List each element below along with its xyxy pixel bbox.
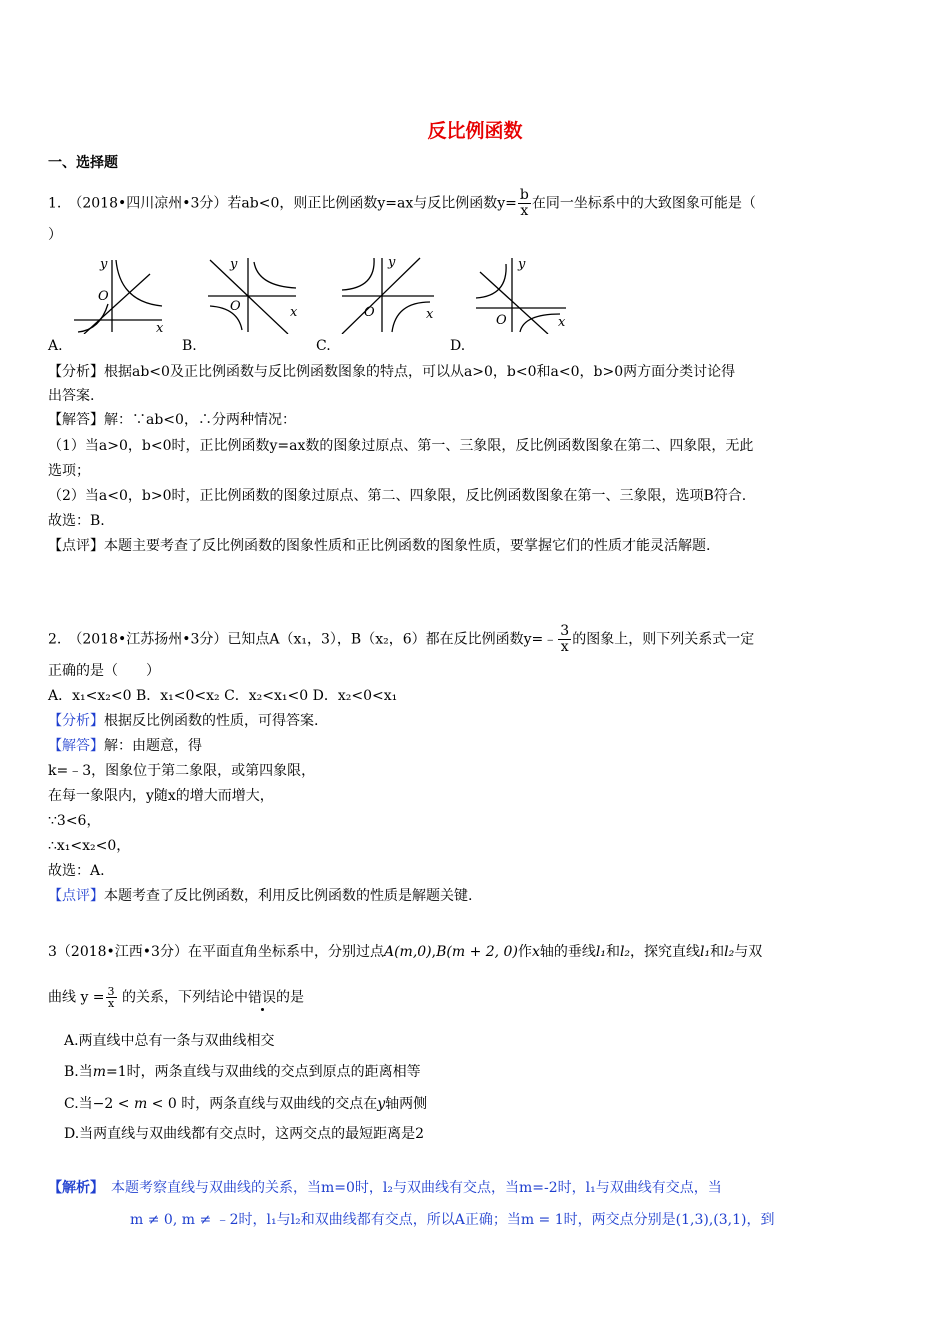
q3-fraction — [106, 986, 117, 1009]
axis-x-label: x — [290, 305, 298, 320]
q2-comment-text: 本题考查了反比例函数，利用反比例函数的性质是解题关键. — [104, 888, 473, 904]
q2-frac-num: 3 — [560, 623, 570, 639]
q1-stem-a: 1. （2018•四川凉州•3分）若ab<0，则正比例函数y=ax与反比例函数y= — [48, 195, 517, 212]
q3-optb-a: B.当 — [64, 1064, 93, 1080]
q3-optc-m: m — [133, 1096, 148, 1112]
q3-stem2-a: 曲线 y = — [48, 989, 105, 1006]
q1-comment: 【点评】本题主要考查了反比例函数的图象性质和正比例函数的图象性质，要掌握它们的性质才能灵活解题. — [48, 538, 711, 554]
q3-point-b: B(m + 2, 0) — [436, 944, 518, 960]
q3-stem-c: 轴的垂线 — [539, 944, 596, 960]
origin-label: O — [230, 299, 241, 314]
axis-y-label: y — [100, 257, 108, 272]
q1-graph-b — [204, 254, 304, 334]
axis-y-label: y — [388, 255, 396, 270]
q2-analysis — [48, 711, 318, 731]
q1-solution: 【解答】解：∵ab<0，∴分两种情况： — [48, 412, 296, 428]
q3-and-b: 和 — [710, 944, 725, 960]
q1-case1-cont: 选项； — [48, 463, 90, 479]
q1-option-c: C. — [316, 338, 331, 354]
q3-l2: l₂ — [619, 944, 631, 960]
q3-analysis-line2: m ≠ 0, m ≠ ﹣2时，l₁与l₂和双曲线都有交点，所以A正确；当m = 1时，两交点分别是(1,3),(3,1)，到 — [130, 1212, 775, 1228]
q1-stem — [48, 188, 756, 219]
q3-optb-b: =1时，两条直线与双曲线的交点到原点的距离相等 — [106, 1064, 421, 1080]
q2-options: A．x₁<x₂<0 B．x₁<0<x₂ C．x₂<x₁<0 D．x₂<0<x₁ — [48, 688, 398, 704]
q3-optc-a: C.当−2 < — [64, 1096, 134, 1112]
q2-step1: k=﹣3，图象位于第二象限，或第四象限， — [48, 763, 316, 779]
q3-analysis-tag: 【解析】 — [48, 1180, 97, 1196]
axis-x-label: x — [156, 321, 164, 334]
q3-l1-b: l₁ — [700, 944, 711, 960]
q3-analysis-line1: 本题考察直线与双曲线的关系，当m=0时，l₂与双曲线有交点，当m=-2时，l₁与双曲线有交点，当 — [111, 1180, 722, 1196]
q2-stem-cont: 正确的是（ ） — [48, 663, 160, 679]
q3-l2-b: l₂ — [724, 944, 735, 960]
q3-optc-c: 轴两侧 — [385, 1096, 428, 1112]
q1-option-d: D. — [450, 338, 466, 354]
q3-option-b — [64, 1062, 421, 1082]
q3-stem2-b: 的关系，下列结论中 — [117, 989, 248, 1006]
q1-graph-d — [472, 254, 572, 334]
q1-case1: （1）当a>0，b<0时，正比例函数y=ax数的图象过原点、第一、三象限，反比例函数图象在第二、四象限，无此 — [48, 438, 754, 454]
q3-analysis — [48, 1178, 722, 1198]
q2-stem-a: 2. （2018•江苏扬州•3分）已知点A（x₁，3），B（x₂，6）都在反比例函数y=﹣ — [48, 631, 558, 648]
q2-step3: ∵3<6， — [48, 813, 101, 829]
origin-label: O — [98, 289, 109, 304]
q3-frac-den: x — [107, 997, 115, 1010]
q1-option-a: A. — [48, 338, 63, 354]
q3-stem: 3（2018•江西•3分）在平面直角坐标系中，分别过点A(m,0),B(m + 2, 0)作x轴的垂线l₁和l₂，探究直线l₁和l₂与双 — [48, 944, 763, 960]
q3-axis: x — [531, 944, 540, 960]
section-heading: 一、选择题 — [48, 155, 118, 171]
origin-label: O — [364, 305, 375, 320]
origin-label: O — [496, 313, 507, 328]
q3-stem2-c: 的是 — [276, 989, 304, 1006]
q2-comment — [48, 886, 472, 906]
q3-stem-e: 与双 — [734, 944, 763, 960]
q1-analysis: 【分析】根据ab<0及正比例函数与反比例函数图象的特点，可以从a>0，b<0和a<0，b>0两方面分类讨论得 — [48, 364, 736, 380]
q3-stem-a: 3（2018•江西•3分）在平面直角坐标系中，分别过点 — [48, 944, 384, 960]
q3-optc-y: y — [377, 1096, 386, 1112]
axis-y-label: y — [518, 257, 526, 272]
axis-x-label: x — [426, 307, 434, 322]
q3-stem-b: 作 — [517, 944, 532, 960]
q1-analysis-cont: 出答案. — [48, 388, 95, 404]
q3-optc-b: < 0 时，两条直线与双曲线的交点在 — [147, 1096, 378, 1112]
q2-solution — [48, 736, 202, 756]
q1-graph-a — [70, 254, 170, 334]
q2-analysis-tag: 【分析】 — [48, 713, 104, 729]
q2-step2: 在每一象限内，y随x的增大而增大， — [48, 788, 274, 804]
q1-stem-b: 在同一坐标系中的大致图象可能是（ — [531, 195, 756, 212]
q1-option-b: B. — [182, 338, 197, 354]
q3-point-a: A(m,0) — [383, 944, 432, 960]
q1-graph-c — [338, 254, 438, 334]
q3-option-c — [64, 1094, 427, 1114]
q2-comment-tag: 【点评】 — [48, 888, 104, 904]
q3-and: 和 — [605, 944, 620, 960]
q2-stem-b: 的图象上，则下列关系式一定 — [572, 631, 755, 648]
q1-case2: （2）当a<0，b>0时，正比例函数的图象过原点、第二、四象限，反比例函数图象在第一、三象限，选项B符合. — [48, 488, 747, 504]
q2-solution-text: 解：由题意，得 — [104, 738, 202, 754]
q2-stem — [48, 624, 754, 655]
q2-choice: 故选：A. — [48, 863, 105, 879]
q1-frac-den: x — [520, 203, 529, 219]
q3-frac-num: 3 — [107, 985, 115, 998]
q2-step4: ∴x₁<x₂<0， — [48, 838, 131, 854]
q2-solution-tag: 【解答】 — [48, 738, 104, 754]
page-title: 反比例函数 — [427, 120, 523, 142]
q3-l1: l₁ — [595, 944, 606, 960]
q3-stem-line2 — [48, 986, 304, 1009]
q3-optb-m: m — [92, 1064, 107, 1080]
axis-y-label: y — [230, 257, 238, 272]
q2-analysis-text: 根据反比例函数的性质，可得答案. — [104, 713, 319, 729]
q3-option-d: D.当两直线与双曲线都有交点时，这两交点的最短距离是2 — [64, 1126, 425, 1142]
q1-fraction — [518, 188, 531, 219]
q3-stem-d: ，探究直线 — [630, 944, 701, 960]
q2-frac-den: x — [560, 639, 569, 655]
q3-error-emphasis: 错误 — [248, 989, 276, 1006]
q3-option-a: A.两直线中总有一条与双曲线相交 — [64, 1033, 275, 1049]
axis-x-label: x — [558, 315, 566, 330]
q1-choice: 故选：B. — [48, 513, 105, 529]
q1-frac-num: b — [519, 187, 529, 203]
q1-stem-close: ） — [48, 227, 62, 243]
q2-fraction — [558, 624, 571, 655]
